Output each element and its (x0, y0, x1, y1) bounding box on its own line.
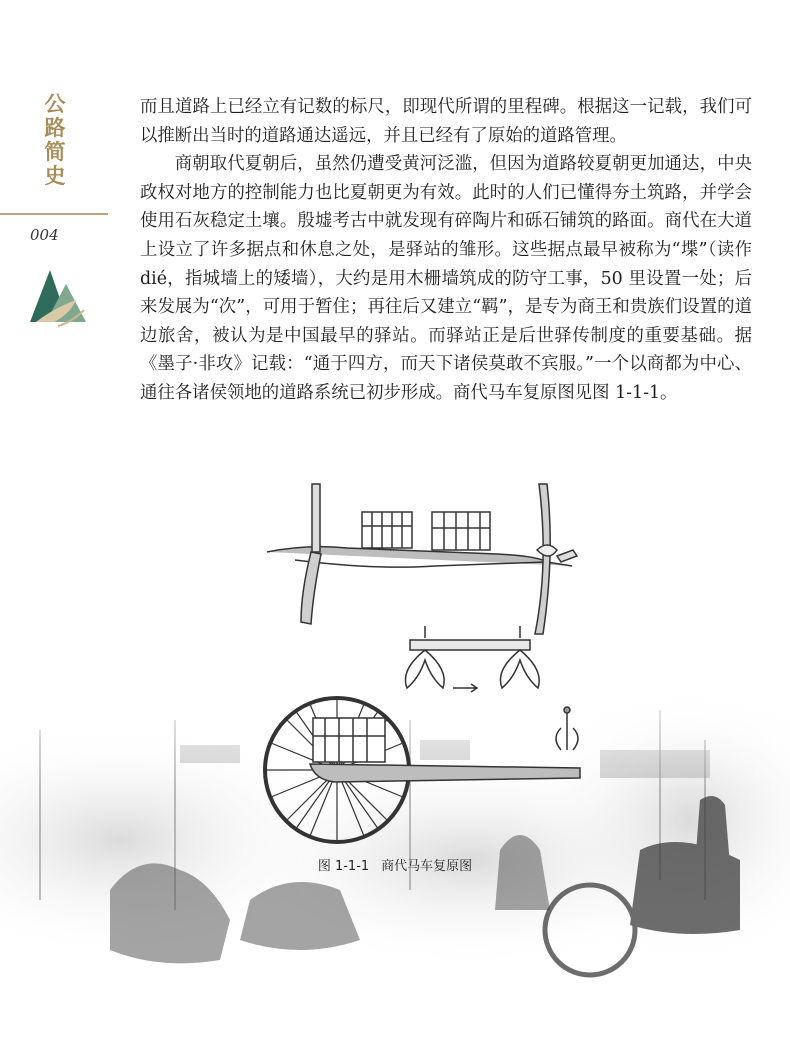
page-number: 004 (30, 226, 59, 244)
mountain-logo-icon (28, 262, 90, 330)
sidebar-divider (0, 213, 108, 215)
figure-caption (0, 855, 790, 874)
book-title-char: 公 (44, 92, 66, 116)
body-text (140, 93, 752, 408)
paragraph: 而且道路上已经立有记数的标尺，即现代所谓的里程碑。根据这一记载，我们可以推断出当时的道路通达遥远，并且已经有了原始的道路管理。 (140, 97, 752, 146)
book-title-char: 简 (44, 140, 66, 164)
chariot-reconstruction-figure (255, 478, 605, 858)
book-title-char: 路 (44, 116, 66, 140)
book-title-vertical (40, 92, 70, 188)
paragraph: 商朝取代夏朝后，虽然仍遭受黄河泛滥，但因为道路较夏朝更加通达，中央政权对地方的控制能力也比夏朝更为有效。此时的人们已懂得夯土筑路，并学会使用石灰稳定土壤。殷墟考古中就发现有碎陶片和砾石铺筑的路面。商代在大道上设立了许多据点和休息之处，是驿站的雏形。这些据点最早被称为“堞”（读作dié，指城墙上的矮墙），大约是用木栅墙筑成的防守工事，50 里设置一处；后来发展为“次”，可用于暂住；再往后又建立“羁”，是专为商王和贵族们设置的道边旅舍，被认为是中国最早的驿站。而驿站正是后世驿传制度的重要基础。据《墨子·非攻》记载：“通于四方，而天下诸侯莫敢不宾服。”一个以商都为中心、通往各诸侯领地的道路系统已初步形成。商代马车复原图见图 1-1-1。 (140, 154, 752, 403)
book-title-char: 史 (44, 164, 66, 188)
figure-title: 商代马车复原图 (381, 859, 473, 874)
figure-number: 图 1-1-1 (317, 859, 370, 874)
